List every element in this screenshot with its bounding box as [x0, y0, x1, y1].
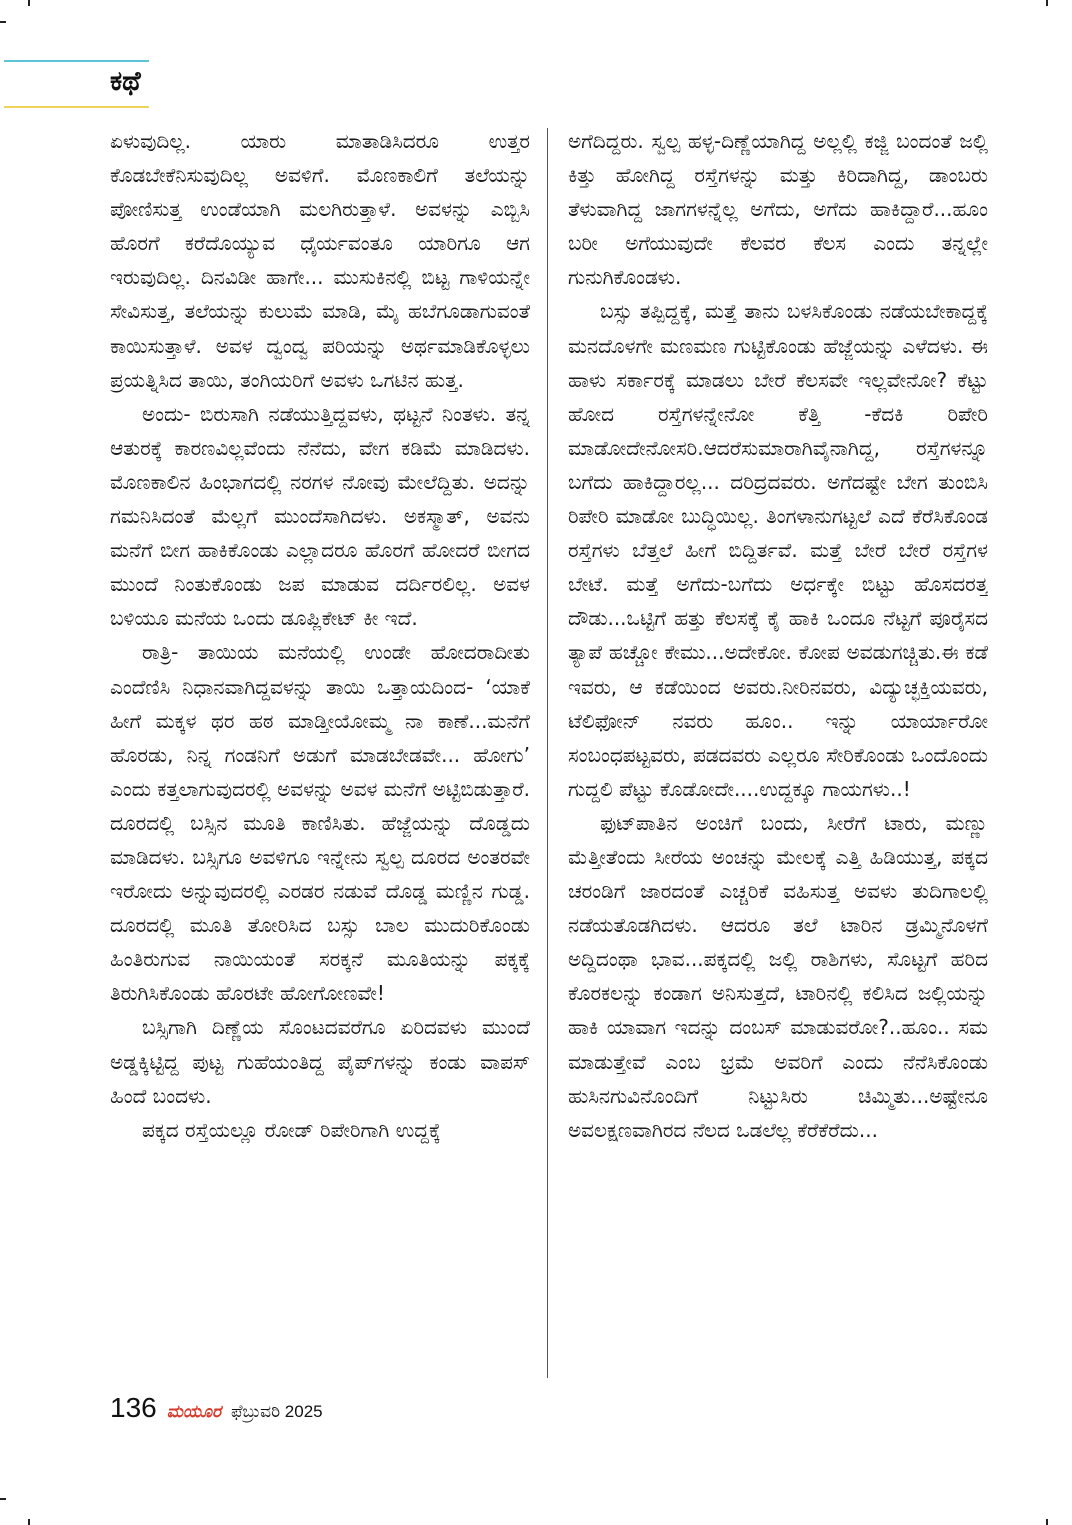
crop-mark	[0, 21, 6, 23]
crop-mark	[1046, 1519, 1048, 1525]
crop-mark	[28, 0, 30, 6]
magazine-logo: ಮಯೂರ	[166, 1402, 221, 1422]
crop-mark	[28, 1519, 30, 1525]
right-column	[568, 124, 988, 1384]
paragraph: ಪಕ್ಕದ ರಸ್ತೆಯಲ್ಲೂ ರೋಡ್ ರಿಪೇರಿಗಾಗಿ ಉದ್ದಕ್ಕೆ	[142, 1117, 441, 1142]
page-number: 136	[110, 1392, 157, 1423]
column-divider	[547, 128, 548, 1378]
paragraph: ಫುಟ್‌ಪಾತಿನ ಅಂಚಿಗೆ ಬಂದು, ಸೀರೆಗೆ ಟಾರು, ಮಣ್ಣು ಮೆತ್ತೀತೆಂದು ಸೀರೆಯ ಅಂಚನ್ನು ಮೇಲಕ್ಕೆ ಎತ್ತಿ ಹಿಡಿಯುತ್ತ, ಪಕ್ಕದ ಚರಂಡಿಗೆ ಜಾರದಂತೆ ಎಚ್ಚರಿಕೆ ವಹಿಸುತ್ತ ಅವಳು ತುದಿಗಾಲಲ್ಲಿ ನಡೆಯತೊಡಗಿದಳು. ಆದರೂ ತಲೆ ಟಾರಿನ ಡ್ರಮ್ಮಿನೊಳಗೆ ಅದ್ದಿದಂಥಾ ಭಾವ...ಪಕ್ಕದಲ್ಲಿ ಜಲ್ಲಿ ರಾಶಿಗಳು, ಸೊಟ್ಟಗೆ ಹರಿದ ಕೊರಕಲನ್ನು ಕಂಡಾಗ ಅನಿಸುತ್ತದೆ, ಟಾರಿನಲ್ಲಿ ಕಲಿಸಿದ ಜಲ್ಲಿಯನ್ನು ಹಾಕಿ ಯಾವಾಗ ಇದನ್ನು ದಂಬಸ್ ಮಾಡುವರೋ?..ಹೂಂ.. ಸಮ ಮಾಡುತ್ತೇವೆ ಎಂಬ ಭ್ರಮೆ ಅವರಿಗೆ ಎಂದು ನೆನೆಸಿಕೊಂಡು ಹುಸಿನಗುವಿನೊಂದಿಗೆ ನಿಟ್ಟುಸಿರು ಚಿಮ್ಮಿತು...ಅಷ್ಟೇನೂ ಅವಲಕ್ಷಣವಾಗಿರದ ನೆಲದ ಒಡಲೆಲ್ಲ ಕೆರೆಕೆರೆದು...	[568, 810, 988, 1142]
issue-date: ಫೆಬ್ರುವರಿ 2025	[230, 1402, 323, 1421]
header-bottom-rule	[4, 106, 149, 108]
page-footer	[110, 1392, 323, 1424]
crop-mark	[0, 1498, 6, 1500]
paragraph: ಬಸ್ಸು ತಪ್ಪಿದ್ದಕ್ಕೆ, ಮತ್ತೆ ತಾನು ಬಳಸಿಕೊಂಡು ನಡೆಯಬೇಕಾದ್ದಕ್ಕೆ ಮನದೊಳಗೇ ಮಣಮಣ ಗುಟ್ಟಿಕೊಂಡು ಹೆಜ್ಜೆಯನ್ನು ಎಳೆದಳು. ಈ ಹಾಳು ಸರ್ಕಾರಕ್ಕೆ ಮಾಡಲು ಬೇರೆ ಕೆಲಸವೇ ಇಲ್ಲವೇನೋ? ಕೆಟ್ಟು ಹೋದ ರಸ್ತೆಗಳನ್ನೇನೋ ಕೆತ್ತಿ -ಕೆದಕಿ ರಿಪೇರಿ ಮಾಡೋದೇನೋಸರಿ.ಆದರೆಸುಮಾರಾಗಿವೈನಾಗಿದ್ದ, ರಸ್ತೆಗಳನ್ನೂ ಬಗೆದು ಹಾಕಿದ್ದಾರಲ್ಲ... ದರಿದ್ರದವರು. ಅಗೆದಷ್ಟೇ ಬೇಗ ತುಂಬಿಸಿ ರಿಪೇರಿ ಮಾಡೋ ಬುದ್ಧಿಯಿಲ್ಲ. ತಿಂಗಳಾನುಗಟ್ಟಲೆ ಎದೆ ಕೆರೆಸಿಕೊಂಡ ರಸ್ತೆಗಳು ಬೆತ್ತಲೆ ಹೀಗೆ ಬಿದ್ದಿರ್ತವೆ. ಮತ್ತೆ ಬೇರೆ ಬೇರೆ ರಸ್ತೆಗಳ ಬೇಟೆ. ಮತ್ತೆ ಅಗೆದು-ಬಗೆದು ಅರ್ಧಕ್ಕೇ ಬಿಟ್ಟು ಹೊಸದರತ್ತ ದೌಡು...ಒಟ್ಟಿಗೆ ಹತ್ತು ಕೆಲಸಕ್ಕೆ ಕೈ ಹಾಕಿ ಒಂದೂ ನೆಟ್ಟಗೆ ಪೂರೈಸದ ತ್ಯಾಪೆ ಹಚ್ಚೋ ಕೇಮು...ಅದೇಕೋ. ಕೋಪ ಅವಡುಗಚ್ಚಿತು.ಈ ಕಡೆ ಇವರು, ಆ ಕಡೆಯಿಂದ ಅವರು.ನೀರಿನವರು, ವಿದ್ಯುಚ್ಛಕ್ತಿಯವರು, ಟೆಲಿಫೋನ್ ನವರು ಹೂಂ.. ಇನ್ನು ಯಾರ್ಯಾರೋ ಸಂಬಂಧಪಟ್ಟವರು, ಪಡದವರು ಎಲ್ಲರೂ ಸೇರಿಕೊಂಡು ಒಂದೊಂದು ಗುದ್ದಲಿ ಪೆಟ್ಟು ಕೊಡೋದೇ....ಉದ್ದಕ್ಕೂ ಗಾಯಗಳು..!	[568, 299, 988, 801]
crop-mark	[1046, 0, 1048, 6]
paragraph: ರಾತ್ರಿ- ತಾಯಿಯ ಮನೆಯಲ್ಲಿ ಉಂಡೇ ಹೋದರಾದೀತು ಎಂದೆಣಿಸಿ ನಿಧಾನವಾಗಿದ್ದವಳನ್ನು ತಾಯಿ ಒತ್ತಾಯದಿಂದ- ‘ಯಾಕೆ ಹೀಗೆ ಮಕ್ಕಳ ಥರ ಹಠ ಮಾಡ್ತೀಯೋಮ್ಮ ನಾ ಕಾಣೆ...ಮನೆಗೆ ಹೊರಡು, ನಿನ್ನ ಗಂಡನಿಗೆ ಅಡುಗೆ ಮಾಡಬೇಡವೇ... ಹೋಗು’ ಎಂದು ಕತ್ತಲಾಗುವುದರಲ್ಲಿ ಅವಳನ್ನು ಅವಳ ಮನೆಗೆ ಅಟ್ಟಿಬಿಡುತ್ತಾರೆ. ದೂರದಲ್ಲಿ ಬಸ್ಸಿನ ಮೂತಿ ಕಾಣಿಸಿತು. ಹೆಜ್ಜೆಯನ್ನು ದೊಡ್ಡದು ಮಾಡಿದಳು. ಬಸ್ಸಿಗೂ ಅವಳಿಗೂ ಇನ್ನೇನು ಸ್ವಲ್ಪ ದೂರದ ಅಂತರವೇ ಇರೋದು ಅನ್ನುವುದರಲ್ಲಿ ಎರಡರ ನಡುವೆ ದೊಡ್ಡ ಮಣ್ಣಿನ ಗುಡ್ಡ. ದೂರದಲ್ಲಿ ಮೂತಿ ತೋರಿಸಿದ ಬಸ್ಸು ಬಾಲ ಮುದುರಿಕೊಂಡು ಹಿಂತಿರುಗುವ ನಾಯಿಯಂತೆ ಸರಕ್ಕನೆ ಮೂತಿಯನ್ನು ಪಕ್ಕಕ್ಕೆ ತಿರುಗಿಸಿಕೊಂಡು ಹೊರಟೇ ಹೋಗೋಣವೇ!	[110, 640, 530, 1006]
section-title: ಕಥೆ	[110, 66, 141, 97]
paragraph: ಏಳುವುದಿಲ್ಲ. ಯಾರು ಮಾತಾಡಿಸಿದರೂ ಉತ್ತರ ಕೊಡಬೇಕೆನಿಸುವುದಿಲ್ಲ ಅವಳಿಗೆ. ಮೊಣಕಾಲಿಗೆ ತಲೆಯನ್ನು ಪೋಣಿಸುತ್ತ ಉಂಡೆಯಾಗಿ ಮಲಗಿರುತ್ತಾಳೆ. ಅವಳನ್ನು ಎಬ್ಬಿಸಿ ಹೊರಗೆ ಕರೆದೊಯ್ಯುವ ಧೈರ್ಯವಂತೂ ಯಾರಿಗೂ ಆಗ ಇರುವುದಿಲ್ಲ. ದಿನವಿಡೀ ಹಾಗೇ... ಮುಸುಕಿನಲ್ಲಿ ಬಿಟ್ಟ ಗಾಳಿಯನ್ನೇ ಸೇವಿಸುತ್ತ, ತಲೆಯನ್ನು ಕುಲುಮೆ ಮಾಡಿ, ಮೈ ಹಬೆಗೂಡಾಗುವಂತೆ ಕಾಯಿಸುತ್ತಾಳೆ. ಅವಳ ದ್ವಂದ್ವ ಪರಿಯನ್ನು ಅರ್ಥಮಾಡಿಕೊಳ್ಳಲು ಪ್ರಯತ್ನಿಸಿದ ತಾಯಿ, ತಂಗಿಯರಿಗೆ ಅವಳು ಒಗಟಿನ ಹುತ್ತ.	[110, 129, 530, 392]
paragraph: ಅಂದು- ಬಿರುಸಾಗಿ ನಡೆಯುತ್ತಿದ್ದವಳು, ಥಟ್ಟನೆ ನಿಂತಳು. ತನ್ನ ಆತುರಕ್ಕೆ ಕಾರಣವಿಲ್ಲವೆಂದು ನೆನೆದು, ವೇಗ ಕಡಿಮೆ ಮಾಡಿದಳು. ಮೊಣಕಾಲಿನ ಹಿಂಭಾಗದಲ್ಲಿ ನರಗಳ ನೋವು ಮೇಲೆದ್ದಿತು. ಅದನ್ನು ಗಮನಿಸಿದಂತೆ ಮೆಲ್ಲಗೆ ಮುಂದೆಸಾಗಿದಳು. ಅಕಸ್ಮಾತ್, ಅವನು ಮನೆಗೆ ಬೀಗ ಹಾಕಿಕೊಂಡು ಎಲ್ಲಾದರೂ ಹೊರಗೆ ಹೋದರೆ ಬೀಗದ ಮುಂದೆ ನಿಂತುಕೊಂಡು ಜಪ ಮಾಡುವ ದರ್ದಿರಲಿಲ್ಲ. ಅವಳ ಬಳಿಯೂ ಮನೆಯ ಒಂದು ಡೂಪ್ಲಿಕೇಟ್ ಕೀ ಇದೆ.	[110, 401, 530, 631]
paragraph: ಅಗೆದಿದ್ದರು. ಸ್ವಲ್ಪ ಹಳ್ಳ-ದಿಣ್ಣೆಯಾಗಿದ್ದ ಅಲ್ಲಲ್ಲಿ ಕಜ್ಜಿ ಬಂದಂತೆ ಜಲ್ಲಿ ಕಿತ್ತು ಹೋಗಿದ್ದ ರಸ್ತೆಗಳನ್ನು ಮತ್ತು ಕಿರಿದಾಗಿದ್ದ, ಡಾಂಬರು ತೆಳುವಾಗಿದ್ದ ಜಾಗಗಳನ್ನೆಲ್ಲ ಅಗೆದು, ಅಗೆದು ಹಾಕಿದ್ದಾರೆ...ಹೂಂ ಬರೀ ಅಗೆಯುವುದೇ ಕೆಲವರ ಕೆಲಸ ಎಂದು ತನ್ನಲ್ಲೇ ಗುನುಗಿಕೊಂಡಳು.	[568, 129, 988, 290]
header-top-rule	[4, 60, 149, 62]
paragraph: ಬಸ್ಸಿಗಾಗಿ ದಿಣ್ಣೆಯ ಸೊಂಟದವರೆಗೂ ಏರಿದವಳು ಮುಂದೆ ಅಡ್ಡಕ್ಕಿಟ್ಟಿದ್ದ ಪುಟ್ಟ ಗುಹೆಯಂತಿದ್ದ ಪೈಪ್‌ಗಳನ್ನು ಕಂಡು ವಾಪಸ್ ಹಿಂದೆ ಬಂದಳು.	[110, 1015, 530, 1108]
left-column	[110, 124, 530, 1384]
